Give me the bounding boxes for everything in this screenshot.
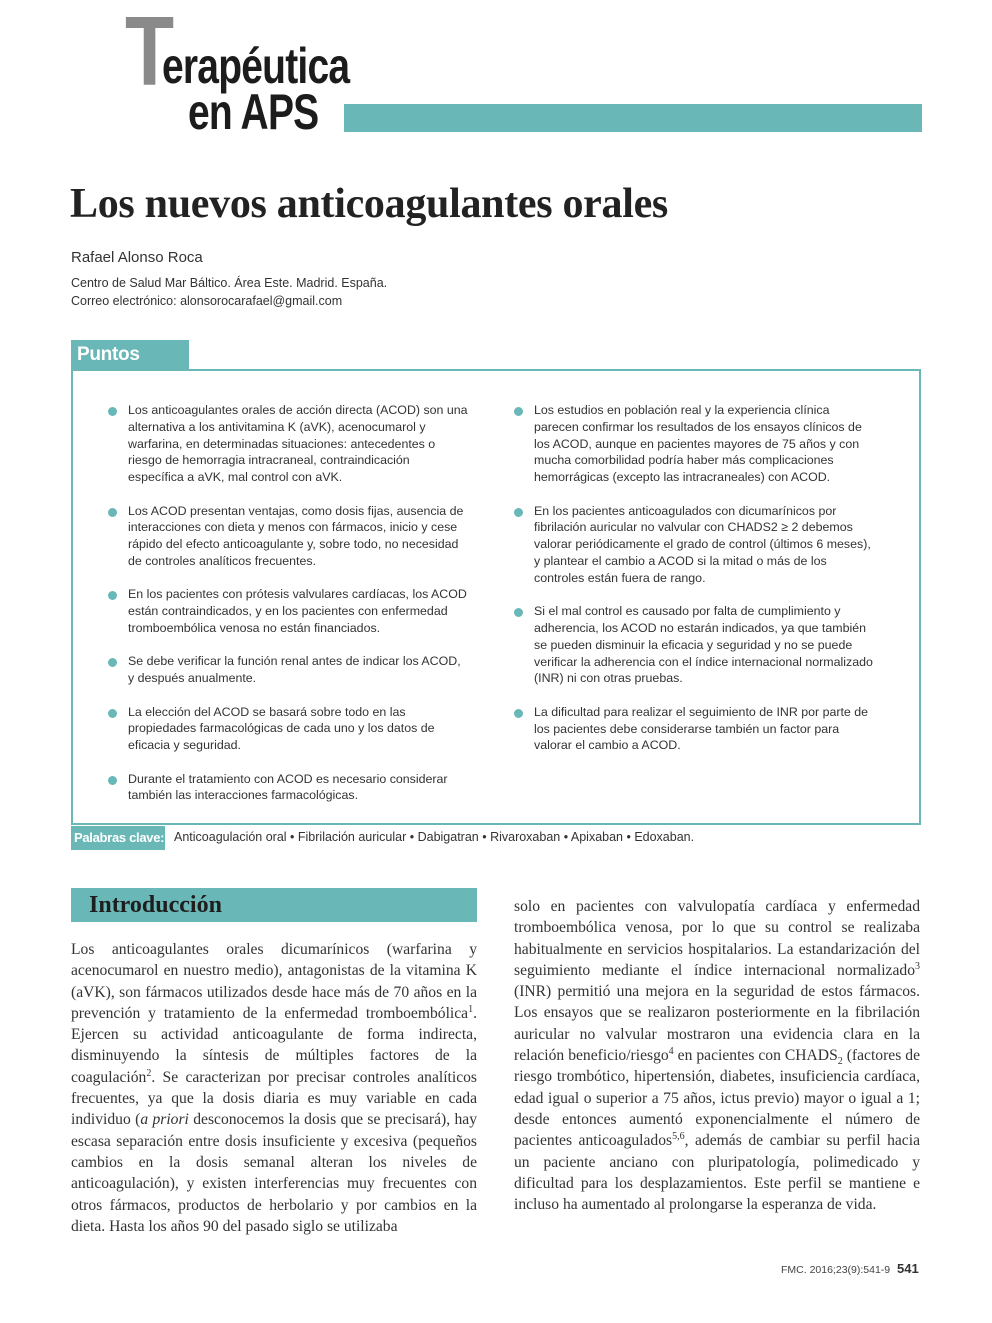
author-email: Correo electrónico: alonsorocarafael@gmail.com [71, 294, 343, 308]
masthead-line-1: erapéutica [162, 38, 350, 94]
reference: 1 [468, 1003, 474, 1015]
key-points-left-column [108, 402, 468, 821]
key-points-label: Puntos clave [71, 340, 189, 370]
key-point [108, 586, 468, 636]
text-run: . Ejercen su actividad anticoagulante de forma indirecta, disminuyendo la síntesis de múltiples factores de la coagulación [71, 1004, 477, 1086]
bullet-icon [514, 608, 523, 617]
journal-citation: FMC. 2016;23(9):541-9 [781, 1264, 891, 1276]
page-number: 541 [897, 1261, 919, 1276]
text-run: desconocemos la dosis que se precisará), hay escasa separación entre dosis insuficiente y excesiva (pequeños cambios en la dosis semanal alteran los niveles de anticoagulación), y existen interferencias muy frecuentes con otros fármacos, productos de herbolario y por cambios en la dieta. Hasta los años 90 del pasado siglo se utilizaba [71, 1111, 478, 1235]
bullet-icon [108, 776, 117, 785]
bullet-icon [514, 407, 523, 416]
masthead-line-2: en APS [188, 84, 319, 140]
author-affiliation: Centro de Salud Mar Báltico. Área Este. Madrid. España. [71, 276, 388, 290]
key-point [514, 402, 874, 486]
reference: 5,6 [672, 1131, 685, 1143]
intro-paragraph-right [514, 896, 920, 1215]
bullet-icon [514, 508, 523, 517]
key-point-text: Durante el tratamiento con ACOD es necesario considerar también las interacciones farmacológicas. [128, 771, 448, 803]
key-point-text: Los anticoagulantes orales de acción directa (ACOD) son una alternativa a los antivitamina K (aVK), acenocumarol y warfarina, en determinadas situaciones: antecedentes o riesgo de hemorragia intracraneal, contraindicación específica a aVK, mal control con aVK. [128, 403, 468, 485]
key-point [108, 704, 468, 754]
key-point-text: La elección del ACOD se basará sobre todo en las propiedades farmacológicas de cada uno y los datos de eficacia y seguridad. [128, 704, 435, 753]
reference: 2 [146, 1067, 152, 1079]
text-run: Los anticoagulantes orales dicumarínicos (warfarina y acenocumarol en nuestro medio), antagonistas de la vitamina K (aVK), son fármacos utilizados desde hace más de 70 años en la prevención y tratamiento de la enfermedad tromboembólica [71, 941, 477, 1022]
key-point-text: En los pacientes anticoagulados con dicumarínicos por fibrilación auricular no valvular con CHADS2 ≥ 2 debemos valorar periódicamente el grado de control (últimos 6 meses), y plantear el cambio a ACOD si la mitad o más de los controles están fuera de rango. [534, 503, 871, 585]
text-run: . Se caracterizan por precisar controles analíticos frecuentes, ya que la dosis diaria es muy variable en cada individuo ( [71, 1068, 477, 1129]
key-point-text: Si el mal control es causado por falta de cumplimiento y adherencia, los ACOD no estarán indicados, ya que también se pueden disminuir la eficacia y seguridad y no se puede verificar la adherencia con el índice internacional normalizado (INR) ni con otras pruebas. [534, 604, 873, 686]
article-title: Los nuevos anticoagulantes orales [70, 181, 668, 227]
reference: 3 [915, 960, 920, 972]
key-point-text: Se debe verificar la función renal antes de indicar los ACOD, y después anualmente. [128, 654, 461, 686]
bullet-icon [108, 709, 117, 718]
text-run: en pacientes con CHADS [673, 1047, 838, 1065]
text-run: (INR) permitió una mejora en la seguridad de estos fármacos. Los ensayos que se realizaron posteriormente en la fibrilación auricular no valvular mostraron una evidencia clara en la relación beneficio/riesgo [514, 983, 920, 1065]
section-heading-introduction: Introducción [71, 888, 477, 922]
text-run: , además de cambiar su perfil hacia un paciente anciano con pluripatología, polimedicado y dificultad para los desplazamientos. Este perfil se mantiene e incluso ha aumentado al prolongarse la esperanza de vida. [514, 1132, 920, 1214]
subscript: 2 [837, 1056, 843, 1068]
bullet-icon [108, 407, 117, 416]
bullet-icon [108, 591, 117, 600]
text-run: solo en pacientes con valvulopatía cardíaca y enfermedad tromboembólica venosa, por lo que su control se realizaba habitualmente en servicios hospitalarios. La estandarización del seguimiento mediante el índice internacional normalizado [514, 898, 920, 979]
masthead-initial: T [125, 0, 173, 106]
intro-paragraph-left [71, 939, 477, 1237]
bullet-icon [108, 508, 117, 517]
key-point-text: La dificultad para realizar el seguimiento de INR por parte de los pacientes debe considerarse también un factor para valorar el cambio a ACOD. [534, 704, 869, 753]
bullet-icon [514, 709, 523, 718]
author-name: Rafael Alonso Roca [71, 249, 203, 266]
keywords-list: Anticoagulación oral • Fibrilación auricular • Dabigatran • Rivaroxaban • Apixaban • Edoxaban. [174, 830, 695, 844]
keywords-label: Palabras clave: [71, 826, 165, 850]
bullet-icon [108, 658, 117, 667]
key-point-text: Los estudios en población real y la experiencia clínica parecen confirmar los resultados de los ensayos clínicos de los ACOD, aunque en pacientes mayores de 75 años y con mucha comorbilidad podría haber más complicaciones hemorrágicas (excepto las intracraneales) con ACOD. [534, 403, 862, 485]
masthead-accent-bar [344, 104, 922, 132]
key-point-text: Los ACOD presentan ventajas, como dosis fijas, ausencia de interacciones con dieta y menos con fármacos, inicio y cese rápido del efecto anticoagulante y, sobre todo, no necesidad de controles analíticos frecuentes. [128, 503, 464, 568]
key-point [514, 704, 874, 754]
key-point [108, 653, 468, 687]
reference: 4 [668, 1045, 674, 1057]
key-point [108, 771, 468, 805]
text-run: (factores de riesgo trombótico, hipertensión, diabetes, insuficiencia cardíaca, edad igual o superior a 75 años, ictus previo) mayor o igual a 1; desde entonces aumentó exponencialmente el número de pacientes anticoagulados [514, 1047, 920, 1150]
key-point [108, 503, 468, 570]
key-point [514, 603, 874, 687]
key-point [108, 402, 468, 486]
key-point-text: En los pacientes con prótesis valvulares cardíacas, los ACOD están contraindicados, y en los pacientes con enfermedad tromboembólica venosa no están financiados. [128, 587, 467, 635]
italic-term: a priori [140, 1111, 189, 1129]
key-points-right-column [514, 402, 874, 771]
key-point [514, 503, 874, 587]
